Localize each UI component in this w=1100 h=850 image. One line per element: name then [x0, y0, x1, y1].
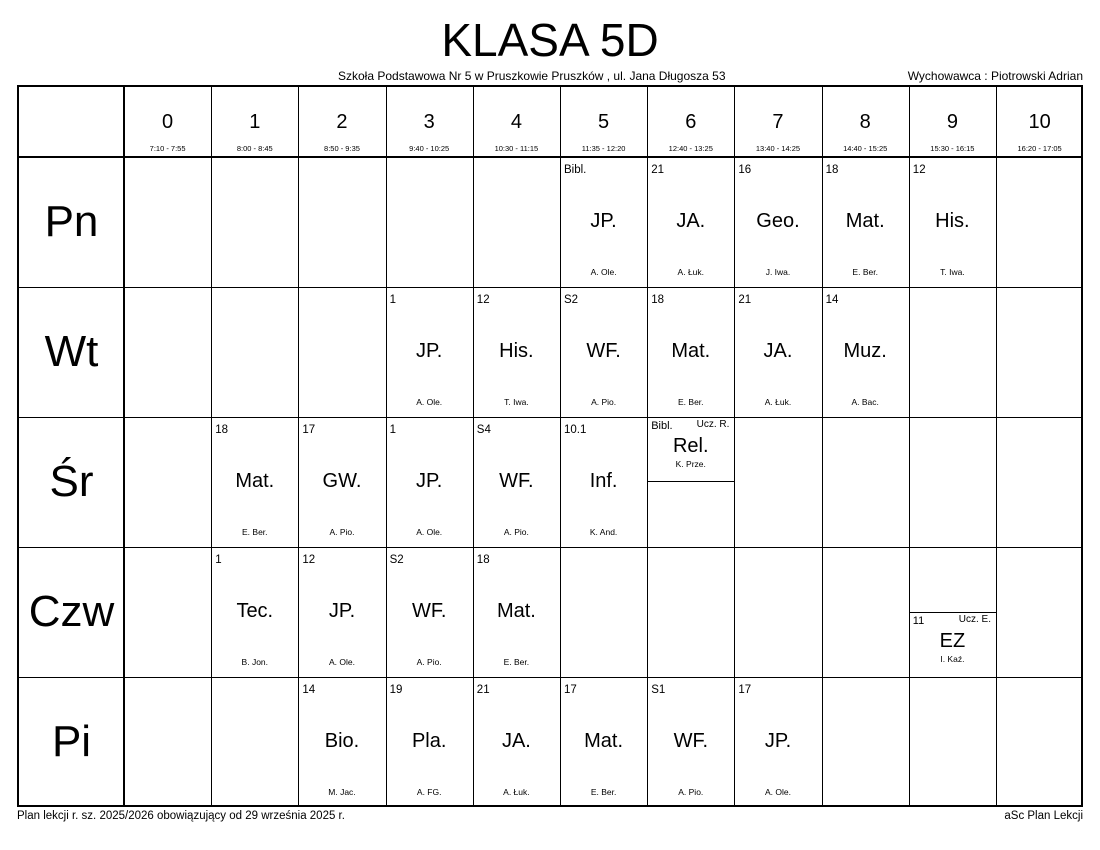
lesson-teacher: T. Iwa. — [940, 267, 965, 277]
lesson-subject: Geo. — [756, 210, 800, 232]
group-lesson-cell[interactable] — [909, 612, 996, 677]
lesson-teacher: E. Ber. — [503, 657, 530, 667]
lesson-cell[interactable] — [560, 417, 647, 547]
lesson-teacher: A. FG. — [416, 787, 442, 797]
lesson-room: 12 — [912, 164, 926, 176]
lesson-cell[interactable] — [560, 157, 647, 287]
period-number: 5 — [598, 111, 610, 133]
day-label: Wt — [44, 327, 99, 376]
lesson-teacher: A. Bac. — [851, 397, 879, 407]
group-lesson-teacher: I. Kaź. — [940, 654, 965, 664]
lesson-room: 1 — [215, 554, 222, 566]
lesson-subject: His. — [935, 210, 970, 232]
period-header — [647, 87, 734, 157]
lesson-room: 18 — [651, 294, 664, 306]
lesson-room: 18 — [825, 164, 839, 176]
lesson-subject: JP. — [416, 340, 443, 362]
lesson-teacher: E. Ber. — [678, 397, 704, 407]
lesson-teacher: T. Iwa. — [504, 397, 529, 407]
lesson-teacher: A. Pio. — [591, 397, 617, 407]
group-lesson-room: 11 — [912, 615, 925, 627]
lesson-cell[interactable] — [734, 157, 821, 287]
lesson-teacher: A. Pio. — [678, 787, 704, 797]
lesson-teacher: A. Pio. — [416, 657, 442, 667]
lesson-cell[interactable] — [386, 677, 473, 807]
lesson-cell[interactable] — [822, 157, 909, 287]
lesson-subject: Mat. — [671, 340, 711, 362]
lesson-teacher: A. Łuk. — [503, 787, 530, 797]
lesson-room: S4 — [476, 424, 491, 436]
lesson-cell[interactable] — [909, 157, 996, 287]
lesson-subject: WF. — [499, 470, 534, 492]
day-label: Czw — [28, 587, 115, 636]
period-time: 11:35 - 12:20 — [581, 144, 626, 153]
lesson-room: 18 — [476, 554, 490, 566]
period-number: 1 — [249, 111, 261, 133]
lesson-teacher: A. Łuk. — [677, 267, 705, 277]
lesson-subject: Mat. — [496, 600, 536, 622]
group-lesson-divider — [909, 612, 996, 613]
period-number: 8 — [859, 111, 871, 133]
lesson-cell[interactable] — [298, 677, 385, 807]
lesson-teacher: K. And. — [589, 527, 618, 537]
lesson-room: 18 — [215, 424, 228, 436]
lesson-subject: JP. — [590, 210, 617, 232]
period-time: 10:30 - 11:15 — [494, 144, 539, 153]
lesson-teacher: A. Ole. — [764, 787, 791, 797]
lesson-teacher: A. Ole. — [590, 267, 617, 277]
lesson-subject: GW. — [322, 470, 362, 492]
lesson-cell[interactable] — [211, 417, 298, 547]
lesson-subject: JA. — [676, 210, 706, 232]
lesson-room: 10.1 — [564, 424, 587, 436]
lesson-room: 21 — [738, 294, 752, 306]
lesson-cell[interactable] — [473, 677, 560, 807]
lesson-cell[interactable] — [473, 287, 560, 417]
lesson-room: 14 — [302, 684, 316, 696]
period-number: 0 — [162, 111, 174, 133]
lesson-subject: JP. — [764, 730, 792, 752]
period-time: 8:50 - 9:35 — [324, 144, 360, 153]
lesson-cell[interactable] — [386, 417, 473, 547]
period-header — [124, 87, 211, 157]
lesson-subject: Mat. — [845, 210, 885, 232]
group-lesson-room: Bibl. — [651, 420, 673, 432]
period-header — [822, 87, 909, 157]
page-title: KLASA 5D — [441, 14, 659, 66]
period-header — [909, 87, 996, 157]
lesson-room: 17 — [738, 684, 752, 696]
group-lesson-subject: EZ — [939, 630, 966, 652]
grid-divider-vertical — [996, 87, 997, 805]
lesson-cell[interactable] — [560, 677, 647, 807]
lesson-room: 17 — [564, 684, 577, 696]
period-header — [996, 87, 1083, 157]
period-time: 14:40 - 15:25 — [843, 144, 888, 153]
footer-validity: Plan lekcji r. sz. 2025/2026 obowiązujący od 29 września 2025 r. — [17, 810, 345, 822]
period-time: 9:40 - 10:25 — [409, 144, 450, 153]
group-lesson-subject: Rel. — [672, 435, 709, 457]
lesson-subject: Mat. — [584, 730, 624, 752]
lesson-cell[interactable] — [822, 287, 909, 417]
lesson-room: 12 — [476, 294, 490, 306]
day-label: Pn — [44, 197, 99, 246]
lesson-subject: WF. — [673, 730, 708, 752]
day-label: Śr — [49, 457, 94, 506]
lesson-cell[interactable] — [647, 677, 734, 807]
lesson-subject: Mat. — [235, 470, 275, 492]
lesson-teacher: M. Jac. — [328, 787, 356, 797]
period-time: 12:40 - 13:25 — [668, 144, 713, 153]
homeroom-teacher: Wychowawca : Piotrowski Adrian — [907, 69, 1083, 83]
lesson-subject: JP. — [416, 470, 443, 492]
period-number: 10 — [1028, 111, 1051, 133]
lesson-cell[interactable] — [734, 287, 821, 417]
lesson-subject: JP. — [328, 600, 356, 622]
lesson-subject: JA. — [501, 730, 531, 752]
lesson-cell[interactable] — [473, 417, 560, 547]
lesson-room: 1 — [389, 424, 396, 436]
lesson-subject: Pla. — [411, 730, 447, 752]
period-time: 7:10 - 7:55 — [149, 144, 186, 153]
period-header — [298, 87, 385, 157]
lesson-cell[interactable] — [647, 157, 734, 287]
group-lesson-divider — [647, 481, 734, 482]
lesson-cell[interactable] — [298, 417, 385, 547]
lesson-subject: His. — [499, 340, 534, 362]
lesson-teacher: E. Ber. — [590, 787, 617, 797]
timetable-grid — [17, 85, 1083, 807]
footer-software: aSc Plan Lekcji — [1004, 810, 1083, 822]
lesson-cell[interactable] — [298, 547, 385, 677]
lesson-teacher: A. Pio. — [503, 527, 529, 537]
lesson-cell[interactable] — [211, 547, 298, 677]
period-time: 16:20 - 17:05 — [1017, 144, 1062, 153]
day-label: Pi — [51, 717, 92, 766]
lesson-subject: Muz. — [843, 340, 887, 362]
lesson-room: 12 — [302, 554, 316, 566]
lesson-subject: Tec. — [236, 600, 274, 622]
lesson-teacher: E. Ber. — [852, 267, 878, 277]
lesson-subject: WF. — [586, 340, 621, 362]
lesson-cell[interactable] — [386, 287, 473, 417]
period-number: 6 — [685, 111, 697, 133]
lesson-cell[interactable] — [473, 547, 560, 677]
lesson-room: Bibl. — [564, 164, 587, 176]
group-lesson-cell[interactable] — [647, 417, 734, 482]
lesson-room: 14 — [825, 294, 839, 306]
lesson-subject: WF. — [411, 600, 447, 622]
lesson-cell[interactable] — [386, 547, 473, 677]
lesson-teacher: B. Jon. — [241, 657, 269, 667]
period-header — [473, 87, 560, 157]
period-time: 15:30 - 16:15 — [930, 144, 975, 153]
lesson-cell[interactable] — [647, 287, 734, 417]
period-number: 2 — [336, 111, 348, 133]
lesson-room: 19 — [389, 684, 403, 696]
lesson-teacher: J. Iwa. — [765, 267, 791, 277]
lesson-room: 21 — [651, 164, 664, 176]
lesson-subject: Inf. — [589, 470, 618, 492]
period-header — [386, 87, 473, 157]
lesson-room: 16 — [738, 164, 752, 176]
period-time: 13:40 - 14:25 — [755, 144, 801, 153]
lesson-room: S2 — [564, 294, 579, 306]
group-lesson-group: Ucz. R. — [696, 419, 730, 430]
period-time: 8:00 - 8:45 — [236, 144, 273, 153]
lesson-room: 1 — [389, 294, 396, 306]
lesson-room: 21 — [476, 684, 490, 696]
lesson-teacher: A. Ole. — [416, 527, 443, 537]
lesson-teacher: A. Ole. — [328, 657, 355, 667]
period-header — [211, 87, 298, 157]
period-number: 4 — [510, 111, 522, 133]
lesson-teacher: A. Ole. — [416, 397, 443, 407]
lesson-room: 17 — [302, 424, 316, 436]
period-number: 9 — [946, 111, 958, 133]
period-header — [560, 87, 647, 157]
lesson-teacher: E. Ber. — [242, 527, 268, 537]
lesson-cell[interactable] — [734, 677, 821, 807]
lesson-cell[interactable] — [560, 287, 647, 417]
school-info: Szkoła Podstawowa Nr 5 w Pruszkowie Pruszków , ul. Jana Długosza 53 — [338, 69, 726, 83]
lesson-teacher: A. Łuk. — [764, 397, 792, 407]
group-lesson-group: Ucz. E. — [958, 614, 991, 625]
period-header — [734, 87, 821, 157]
lesson-room: S1 — [651, 684, 666, 696]
group-lesson-teacher: K. Prze. — [675, 459, 706, 469]
period-number: 3 — [423, 111, 435, 133]
lesson-room: S2 — [389, 554, 404, 566]
lesson-subject: Bio. — [324, 730, 360, 752]
lesson-subject: JA. — [763, 340, 793, 362]
period-number: 7 — [772, 111, 784, 133]
lesson-teacher: A. Pio. — [329, 527, 355, 537]
